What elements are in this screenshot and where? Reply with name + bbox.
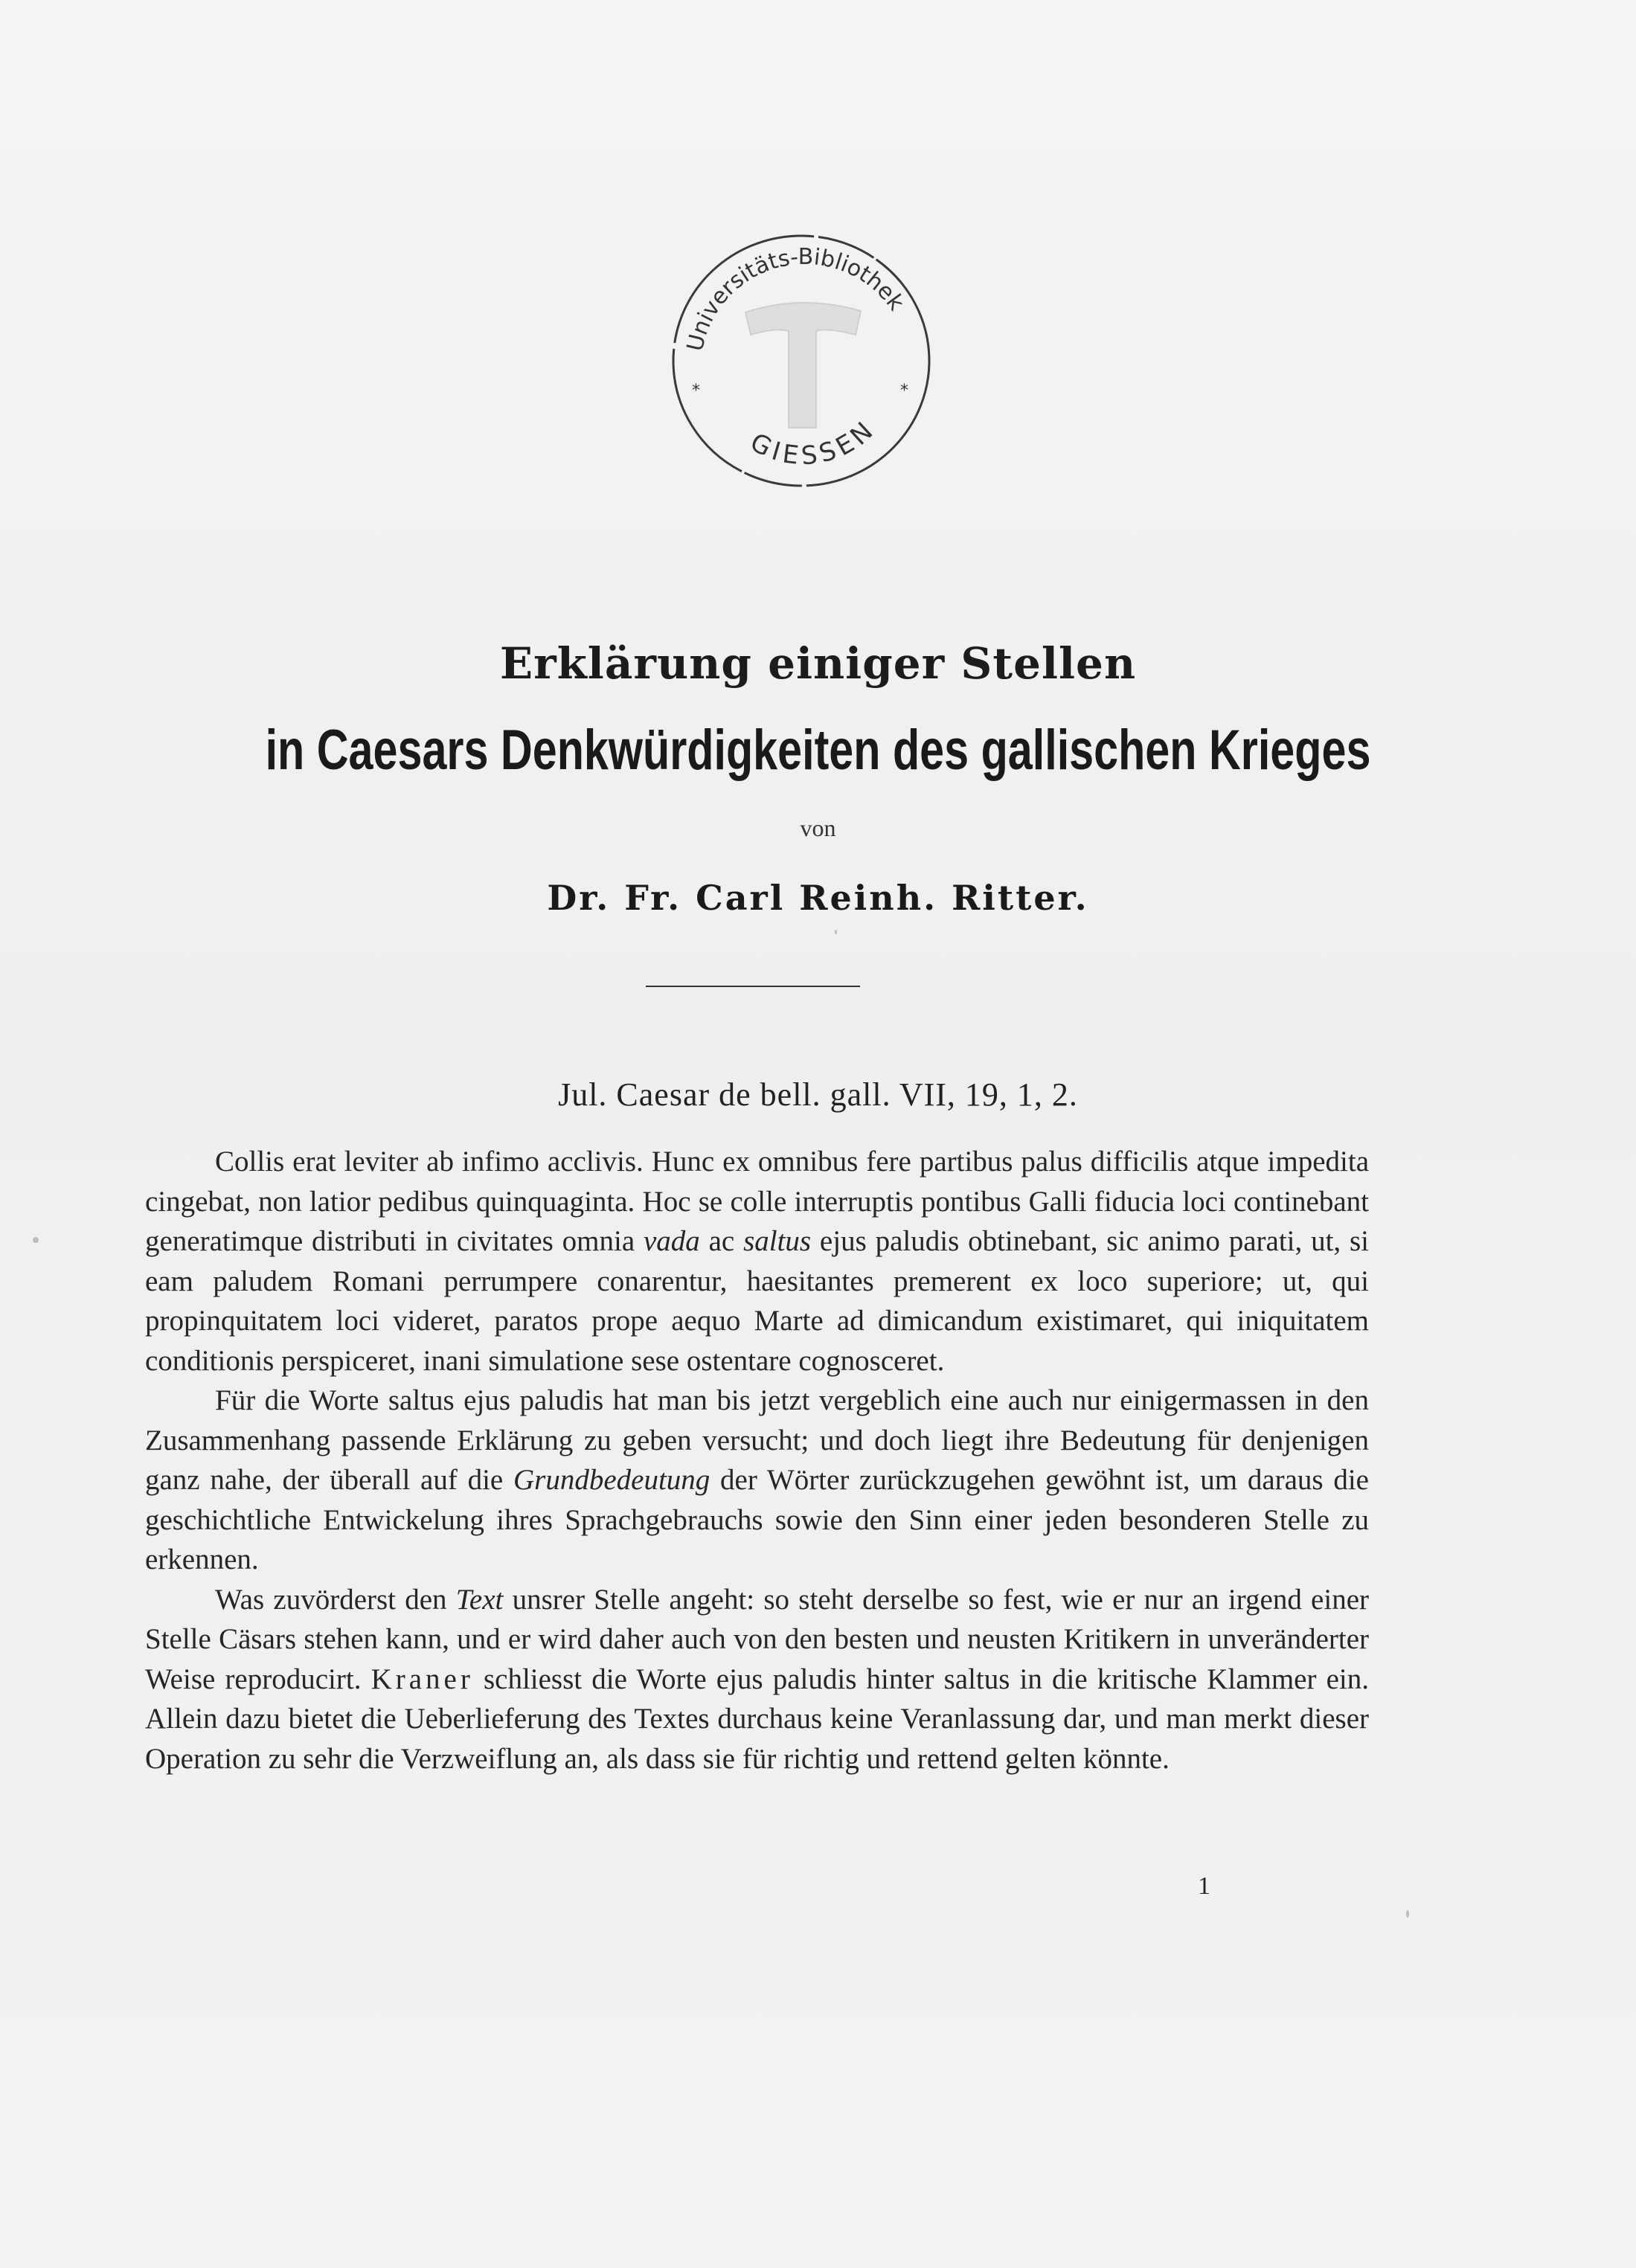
scan-speck [33,1237,39,1243]
paragraph-1-italic-saltus: saltus [743,1225,812,1257]
paragraph-3-text-b: unsrer Stelle angeht: so steht derselbe so fest, wie er nur an irgend einer Stelle Cäsars stehen kann, und er wird daher auch von den besten und neusten Kritikern in unveränderter Weise reproducirt. [145,1583,1369,1695]
paragraph-2-italic-grundbedeutung: Grundbedeutung [513,1464,710,1496]
paragraph-2 [145,1381,1369,1580]
paragraph-2-text-a: Für die Worte saltus ejus paludis hat man bis jetzt vergeblich eine auch nur einigermassen in den Zusammenhang passende Erklärung zu geben versucht; und doch liegt ihre Bedeutung für denjenigen ganz nahe, der überall auf die [145,1384,1369,1496]
paragraph-3-spaced-kraner: Kraner [370,1663,474,1695]
paragraph-3-text-a: Was zuvörderst den [215,1583,456,1616]
paragraph-1-italic-vada: vada [643,1225,700,1257]
paragraph-1-text-c: ejus paludis obtinebant, sic animo parati, ut, si eam paludem Romani perrumpere conarentur, haesitantes premerent ex loco superiore; ut, qui propinquitatem loci videret, paratos prope aequo Marte ad dimicandum existimaret, qui iniquitatem conditionis perspiceret, inani simulatione sese ostentare cognosceret. [145,1225,1370,1377]
library-stamp-seal [664,223,939,498]
svg-text:*: * [900,382,908,400]
title-line-1: Erklärung einiger Stellen [499,638,1137,689]
scan-speck [835,930,837,934]
scan-speck [1406,1910,1409,1918]
author-name: Dr. Fr. Carl Reinh. Ritter. [547,878,1089,918]
library-stamp [664,223,939,498]
paragraph-1 [145,1142,1369,1381]
title-line-2: in Caesars Denkwürdigkeiten des gallischen Krieges [265,719,1371,782]
paragraph-2-text-b: der Wörter zurückzugehen gewöhnt ist, um daraus die geschichtliche Entwickelung ihres Sprachgebrauchs sowie den Sinn einer jeden besonderen Stelle zu erkennen. [145,1464,1369,1575]
svg-text:*: * [692,382,700,400]
paragraph-1-text-a: Collis erat leviter ab infimo acclivis. Hunc ex omnibus fere partibus palus difficilis atque impedita cingebat, non latior pedibus quinquaginta. Hoc se colle interruptis pontibus Galli fiducia loci continebant generatimque distributi in civitates omnia [145,1146,1369,1257]
paragraph-3-text-c: schliesst die Worte ejus paludis hinter saltus in die kritische Klammer ein. Allein dazu bietet die Ueberlieferung des Textes durchaus keine Veranlassung dar, und man merkt dieser Operation zu sehr die Verzweiflung an, als dass sie für richtig und rettend gelten könnte. [145,1663,1369,1775]
title-von: von [800,815,836,841]
stamp-text-top: Universitäts-Bibliothek [681,243,910,354]
stamp-text-bottom: GIESSEN [745,413,882,472]
paragraph-3-italic-text: Text [455,1583,504,1616]
body-text [145,1142,1369,1779]
section-heading: Jul. Caesar de bell. gall. VII, 19, 1, 2. [558,1076,1078,1113]
paragraph-3 [145,1580,1369,1779]
page-number: 1 [1198,1872,1210,1900]
paragraph-1-text-b: ac [699,1225,744,1257]
title-divider [646,986,860,987]
